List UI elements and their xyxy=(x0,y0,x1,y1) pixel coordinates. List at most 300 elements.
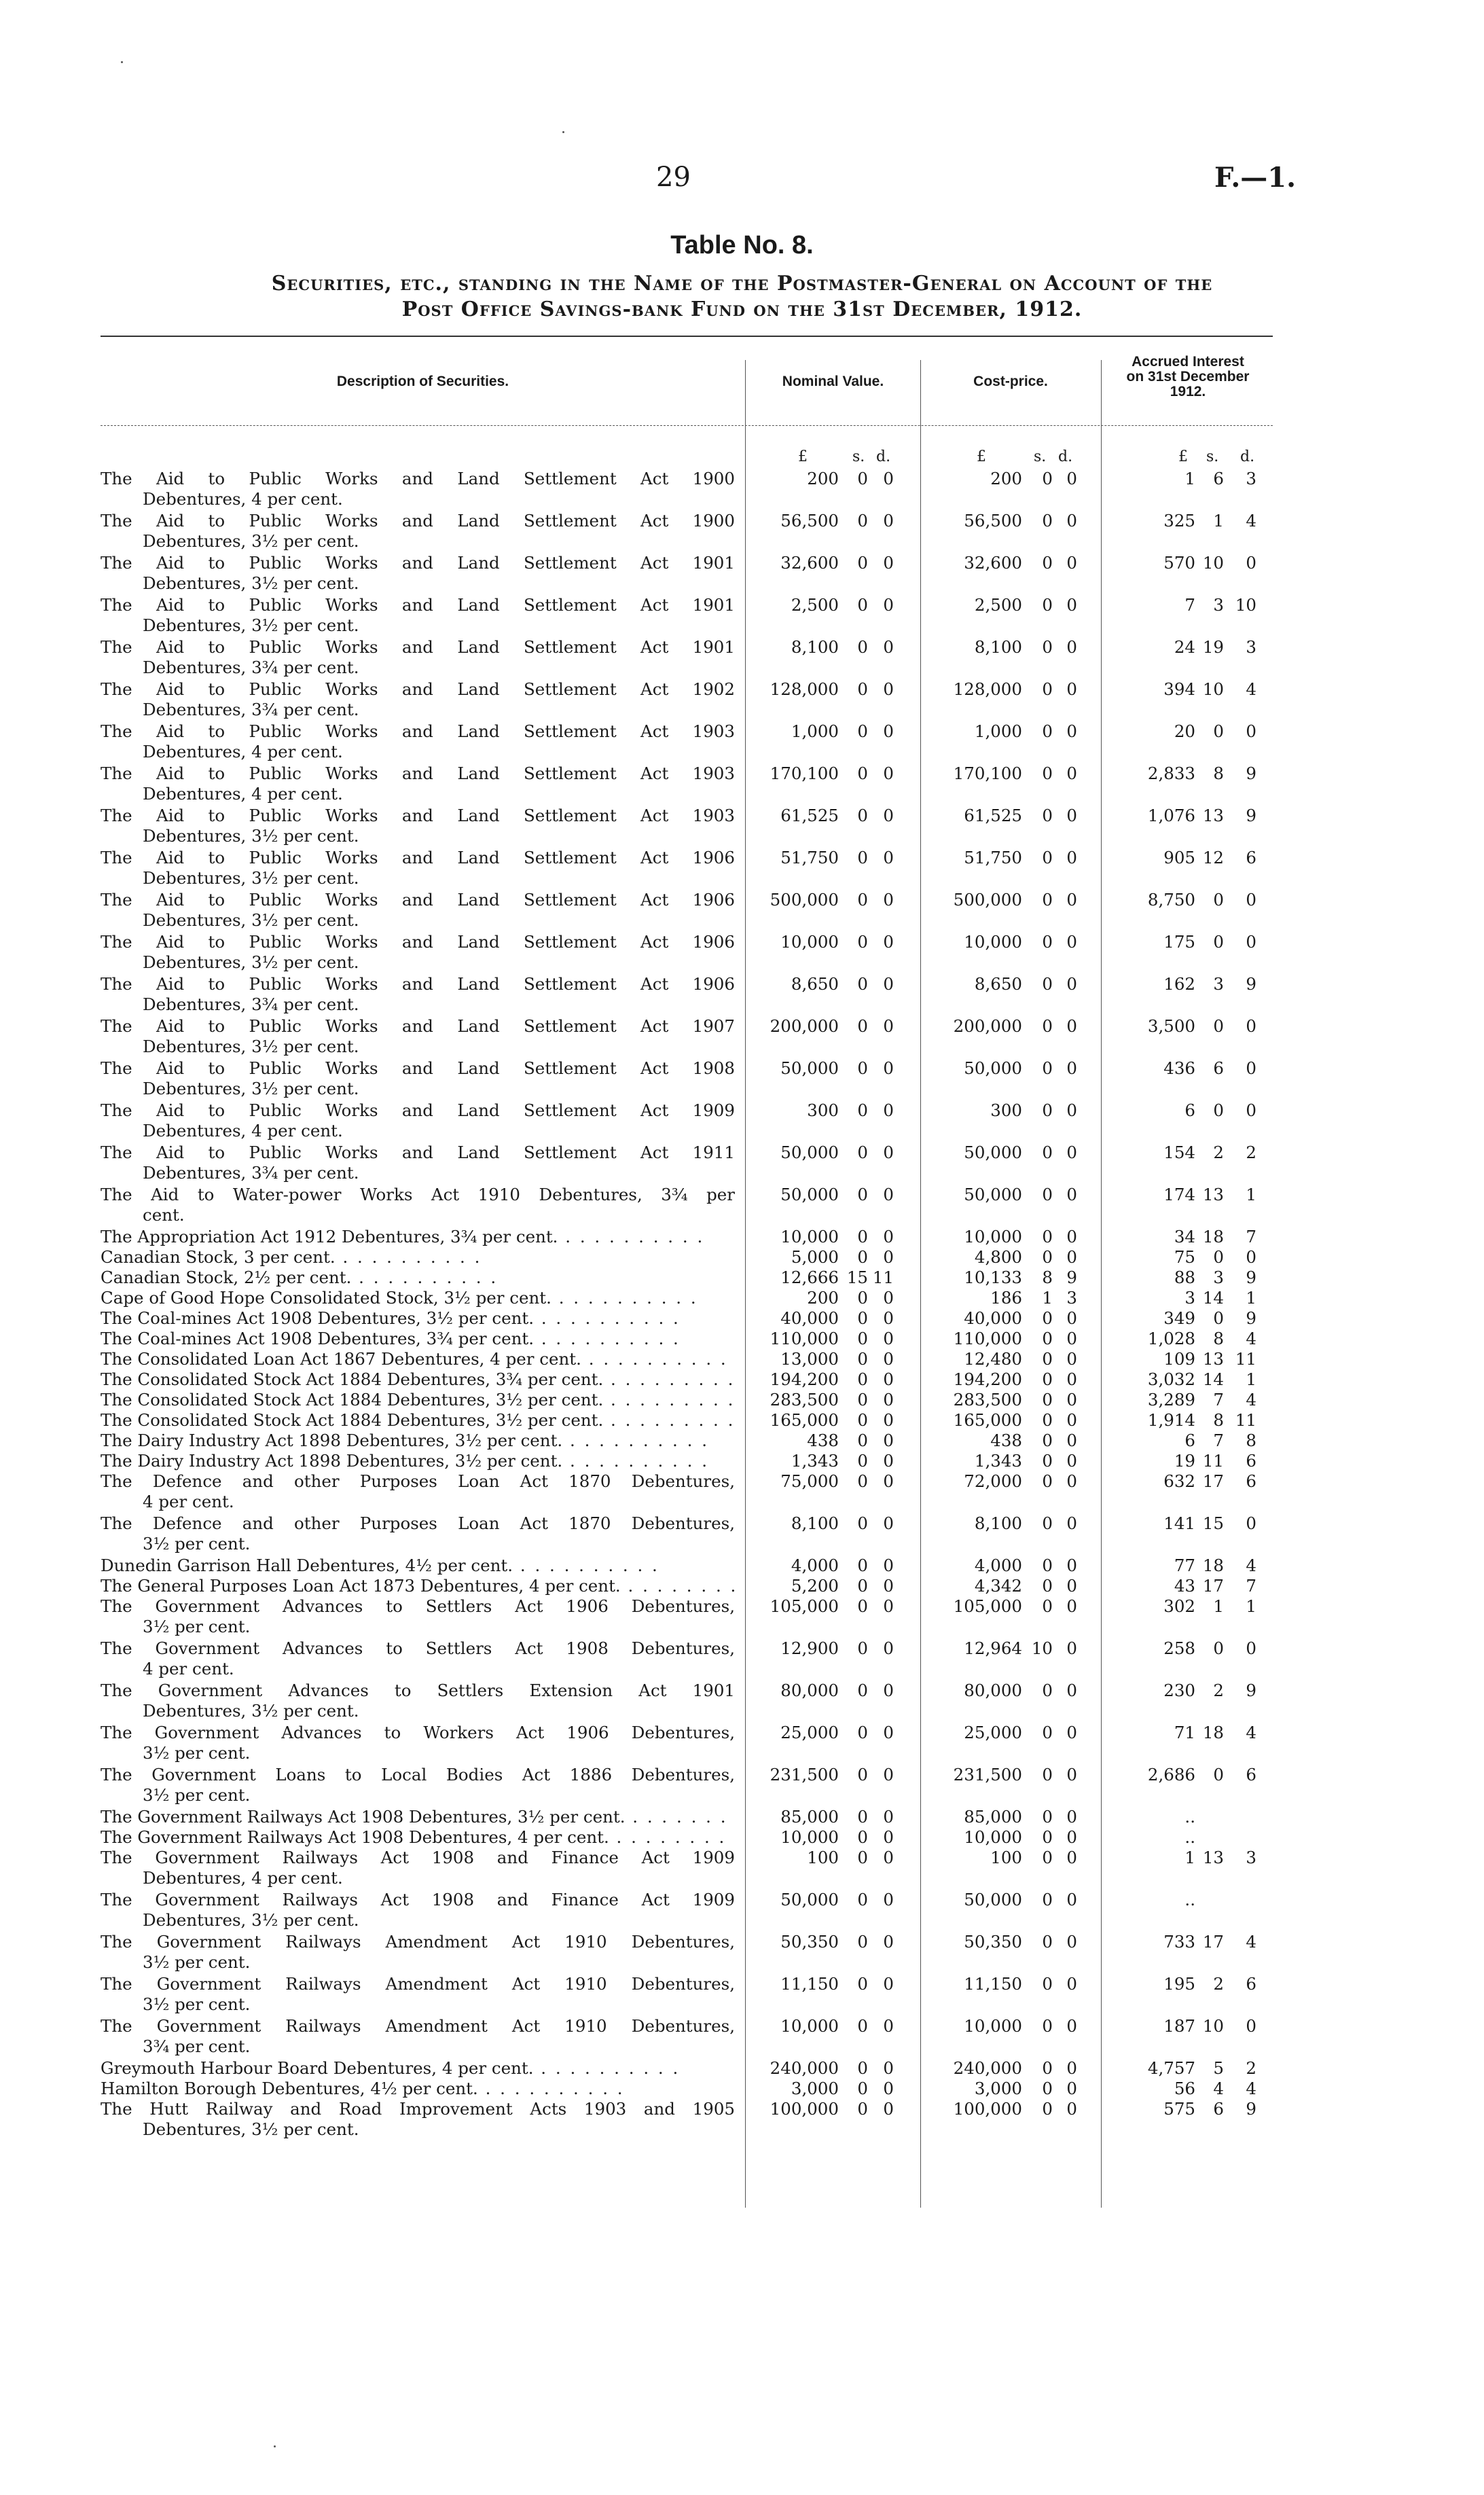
interest-pounds-cell: 230 xyxy=(1163,1681,1195,1700)
cost-pence-cell: 0 xyxy=(1066,1807,1077,1827)
cost-pence-cell: 3 xyxy=(1066,1288,1077,1308)
interest-pounds-cell: 71 xyxy=(1174,1723,1195,1742)
nominal-pounds-cell: 170,100 xyxy=(770,764,839,783)
security-description xyxy=(101,1513,735,1554)
interest-pence-cell: 6 xyxy=(1246,848,1256,867)
cost-pounds-cell: 240,000 xyxy=(953,2058,1022,2078)
interest-pounds-cell: 175 xyxy=(1163,932,1195,952)
cost-pence-cell: 0 xyxy=(1066,553,1077,573)
nominal-shillings-cell: 0 xyxy=(857,932,868,952)
nominal-shillings-cell: 0 xyxy=(857,1638,868,1658)
cost-pence-cell: 0 xyxy=(1066,1451,1077,1471)
security-description xyxy=(101,2058,735,2079)
nominal-pence-cell: 0 xyxy=(883,2099,894,2119)
interest-pounds-cell: 1 xyxy=(1184,469,1195,488)
interest-shillings-cell: 0 xyxy=(1213,1016,1224,1036)
security-description-line-1: The Dairy Industry Act 1898 Debentures, 3½ per cent. . . xyxy=(101,1431,735,1451)
nominal-pence-cell: 0 xyxy=(883,1143,894,1162)
cost-pounds-cell: 10,000 xyxy=(964,932,1022,952)
cost-pounds-cell: 438 xyxy=(990,1431,1022,1450)
interest-shillings-cell: 14 xyxy=(1202,1369,1224,1389)
security-description-line-1: The Aid to Public Works and Land Settlement Act 1906 xyxy=(101,848,735,867)
security-description-line-2: Debentures, 3½ per cent. xyxy=(143,615,359,635)
security-description-line-1: Hamilton Borough Debentures, 4½ per cent. . . xyxy=(101,2079,735,2099)
nominal-pence-cell: 0 xyxy=(883,2058,894,2078)
cost-pounds-cell: 50,000 xyxy=(964,1058,1022,1078)
security-description-line-1: The Aid to Public Works and Land Settlement Act 1903 xyxy=(101,764,735,783)
interest-pence-cell: 8 xyxy=(1246,1431,1256,1450)
nominal-pounds-cell: 200 xyxy=(807,1288,839,1308)
cost-shillings-cell: 0 xyxy=(1042,595,1053,615)
unit-interest-pound: £ xyxy=(1178,448,1188,465)
security-description xyxy=(101,1185,735,1225)
security-description-line-2: 3½ per cent. xyxy=(143,1952,251,1972)
cost-pounds-cell: 10,133 xyxy=(964,1268,1022,1287)
interest-shillings-cell: 7 xyxy=(1213,1431,1224,1450)
interest-shillings-cell: 13 xyxy=(1202,1185,1224,1204)
interest-shillings-cell: 17 xyxy=(1202,1471,1224,1491)
security-description xyxy=(101,890,735,931)
nominal-shillings-cell: 0 xyxy=(857,1329,868,1348)
cost-pounds-cell: 1,343 xyxy=(974,1451,1022,1471)
nominal-pence-cell: 0 xyxy=(883,1513,894,1533)
nominal-pounds-cell: 8,100 xyxy=(791,637,839,657)
nominal-shillings-cell: 0 xyxy=(857,1288,868,1308)
security-description-line-1: Canadian Stock, 3 per cent. . . xyxy=(101,1247,735,1268)
cost-shillings-cell: 0 xyxy=(1042,1247,1053,1267)
nominal-pounds-cell: 438 xyxy=(807,1431,839,1450)
nominal-pounds-cell: 231,500 xyxy=(770,1765,839,1784)
securities-table-body xyxy=(0,469,1484,2221)
cost-pounds-cell: 3,000 xyxy=(974,2079,1022,2098)
security-description-line-1: The Dairy Industry Act 1898 Debentures, 3½ per cent. . . xyxy=(101,1451,735,1471)
interest-pence-cell: 1 xyxy=(1246,1185,1256,1204)
cost-pounds-cell: 283,500 xyxy=(953,1390,1022,1410)
interest-pounds-cell: 20 xyxy=(1174,721,1195,741)
nominal-pence-cell: 0 xyxy=(883,806,894,825)
interest-pounds-cell: 3 xyxy=(1184,1288,1195,1308)
security-description-line-1: The Government Railways Act 1908 and Finance Act 1909 xyxy=(101,1848,735,1867)
cost-pounds-cell: 25,000 xyxy=(964,1723,1022,1742)
interest-pence-cell: 1 xyxy=(1246,1369,1256,1389)
nominal-pounds-cell: 51,750 xyxy=(780,848,839,867)
security-description-line-2: 3½ per cent. xyxy=(143,1617,251,1636)
nominal-pence-cell: 0 xyxy=(883,1247,894,1267)
interest-pounds-cell: 258 xyxy=(1163,1638,1195,1658)
security-description-line-1: The Aid to Public Works and Land Settlement Act 1902 xyxy=(101,679,735,699)
cost-shillings-cell: 0 xyxy=(1042,1765,1053,1784)
nominal-shillings-cell: 0 xyxy=(857,806,868,825)
cost-pence-cell: 0 xyxy=(1066,1848,1077,1867)
nominal-shillings-cell: 0 xyxy=(857,1410,868,1430)
cost-pounds-cell: 105,000 xyxy=(953,1596,1022,1616)
security-description-line-2: Debentures, 4 per cent. xyxy=(143,784,343,804)
nominal-pounds-cell: 12,900 xyxy=(780,1638,839,1658)
security-description xyxy=(101,1827,735,1848)
security-description-line-2: Debentures, 4 per cent. xyxy=(143,742,343,761)
interest-shillings-cell: 0 xyxy=(1213,890,1224,910)
interest-pence-cell: 4 xyxy=(1246,1390,1256,1410)
cost-shillings-cell: 0 xyxy=(1042,1576,1053,1596)
cost-pence-cell: 0 xyxy=(1066,1349,1077,1369)
security-description-line-1: The General Purposes Loan Act 1873 Debentures, 4 per cent. . . xyxy=(101,1576,735,1596)
nominal-shillings-cell: 0 xyxy=(857,1681,868,1700)
nominal-pounds-cell: 80,000 xyxy=(780,1681,839,1700)
security-description xyxy=(101,595,735,636)
security-description-line-1: The Aid to Water-power Works Act 1910 Debentures, 3¾ per xyxy=(101,1185,735,1204)
header-bottom-rule xyxy=(101,425,1273,426)
interest-pounds-cell: 187 xyxy=(1163,2016,1195,2036)
security-description-line-1: The Aid to Public Works and Land Settlement Act 1901 xyxy=(101,553,735,573)
cost-pounds-cell: 10,000 xyxy=(964,1827,1022,1847)
cost-pounds-cell: 4,800 xyxy=(974,1247,1022,1267)
security-description xyxy=(101,1556,735,1576)
nominal-pounds-cell: 50,000 xyxy=(780,1185,839,1204)
security-description xyxy=(101,1227,735,1247)
cost-pence-cell: 0 xyxy=(1066,1471,1077,1491)
cost-shillings-cell: 0 xyxy=(1042,1308,1053,1328)
security-description-line-1: The Aid to Public Works and Land Settlement Act 1901 xyxy=(101,637,735,657)
nominal-shillings-cell: 0 xyxy=(857,1227,868,1246)
security-description-line-1: The Coal-mines Act 1908 Debentures, 3½ per cent. . . xyxy=(101,1308,735,1329)
security-description-line-1: The Aid to Public Works and Land Settlement Act 1903 xyxy=(101,721,735,741)
cost-shillings-cell: 0 xyxy=(1042,2099,1053,2119)
cost-pence-cell: 0 xyxy=(1066,806,1077,825)
nominal-shillings-cell: 0 xyxy=(857,1349,868,1369)
interest-pence-cell: 0 xyxy=(1246,553,1256,573)
nominal-pence-cell: 0 xyxy=(883,1100,894,1120)
interest-pence-cell: 9 xyxy=(1246,2099,1256,2119)
nominal-pounds-cell: 8,100 xyxy=(791,1513,839,1533)
security-description-line-2: Debentures, 3½ per cent. xyxy=(143,910,359,930)
cost-pence-cell: 0 xyxy=(1066,1185,1077,1204)
interest-header-line-2: on 31st December xyxy=(1126,369,1250,384)
cost-pence-cell: 0 xyxy=(1066,2079,1077,2098)
nominal-shillings-cell: 0 xyxy=(857,1451,868,1471)
security-description-line-1: The Aid to Public Works and Land Settlement Act 1906 xyxy=(101,974,735,994)
security-description-line-2: Debentures, 4 per cent. xyxy=(143,1121,343,1141)
security-description xyxy=(101,1268,735,1288)
cost-pence-cell: 0 xyxy=(1066,2016,1077,2036)
security-description xyxy=(101,1681,735,1721)
interest-shillings-cell: 18 xyxy=(1202,1227,1224,1246)
nominal-shillings-cell: 0 xyxy=(857,1827,868,1847)
security-description-line-2: Debentures, 3½ per cent. xyxy=(143,1701,359,1721)
unit-nominal-pence: d. xyxy=(876,448,891,465)
security-description-line-1: The Government Railways Act 1908 Debentures, 4 per cent. . . xyxy=(101,1827,735,1848)
interest-pounds-cell: 19 xyxy=(1174,1451,1195,1471)
security-description xyxy=(101,679,735,720)
cost-pence-cell: 0 xyxy=(1066,932,1077,952)
nominal-pounds-cell: 200 xyxy=(807,469,839,488)
cost-pounds-cell: 100 xyxy=(990,1848,1022,1867)
nominal-shillings-cell: 0 xyxy=(857,1471,868,1491)
security-description-line-2: Debentures, 3¾ per cent. xyxy=(143,658,359,677)
security-description-line-2: Debentures, 3½ per cent. xyxy=(143,868,359,888)
security-description xyxy=(101,974,735,1015)
interest-pence-cell: 0 xyxy=(1246,932,1256,952)
nominal-shillings-cell: 0 xyxy=(857,1369,868,1389)
nominal-pounds-cell: 1,343 xyxy=(791,1451,839,1471)
interest-pounds-cell: 1,028 xyxy=(1147,1329,1195,1348)
nominal-shillings-cell: 0 xyxy=(857,721,868,741)
nominal-pounds-cell: 56,500 xyxy=(780,511,839,531)
interest-pence-cell: 9 xyxy=(1246,1681,1256,1700)
interest-shillings-cell: 0 xyxy=(1213,1100,1224,1120)
security-description xyxy=(101,1576,735,1596)
interest-pounds-cell: 162 xyxy=(1163,974,1195,994)
security-description xyxy=(101,1308,735,1329)
nominal-pounds-cell: 12,666 xyxy=(780,1268,839,1287)
security-description-line-1: The Government Railways Act 1908 and Finance Act 1909 xyxy=(101,1890,735,1909)
cost-pounds-cell: 4,000 xyxy=(974,1556,1022,1575)
cost-pounds-cell: 8,100 xyxy=(974,1513,1022,1533)
cost-shillings-cell: 0 xyxy=(1042,1410,1053,1430)
nominal-pence-cell: 0 xyxy=(883,1576,894,1596)
nominal-shillings-cell: 0 xyxy=(857,2079,868,2098)
nominal-pounds-cell: 10,000 xyxy=(780,932,839,952)
security-description xyxy=(101,1638,735,1679)
nominal-shillings-cell: 0 xyxy=(857,1596,868,1616)
cost-shillings-cell: 0 xyxy=(1042,1556,1053,1575)
interest-pence-cell: 4 xyxy=(1246,1556,1256,1575)
interest-shillings-cell: 11 xyxy=(1202,1451,1224,1471)
interest-pounds-cell: 195 xyxy=(1163,1974,1195,1994)
column-header-cost-price: Cost-price. xyxy=(973,374,1048,389)
cost-shillings-cell: 0 xyxy=(1042,1723,1053,1742)
security-description-line-2: Debentures, 3½ per cent. xyxy=(143,1910,359,1930)
cost-pence-cell: 0 xyxy=(1066,1247,1077,1267)
security-description-line-2: 4 per cent. xyxy=(143,1492,234,1511)
interest-pence-cell: 4 xyxy=(1246,511,1256,531)
cost-shillings-cell: 0 xyxy=(1042,1932,1053,1952)
security-description-line-2: 4 per cent. xyxy=(143,1659,234,1679)
interest-shillings-cell: 13 xyxy=(1202,1349,1224,1369)
cost-pence-cell: 0 xyxy=(1066,848,1077,867)
nominal-pence-cell: 0 xyxy=(883,1451,894,1471)
interest-pence-cell: 0 xyxy=(1246,890,1256,910)
interest-shillings-cell: 0 xyxy=(1213,1308,1224,1328)
cost-pence-cell: 9 xyxy=(1066,1268,1077,1287)
cost-shillings-cell: 0 xyxy=(1042,1143,1053,1162)
interest-pence-cell: 0 xyxy=(1246,1058,1256,1078)
cost-pounds-cell: 100,000 xyxy=(953,2099,1022,2119)
security-description xyxy=(101,2079,735,2099)
interest-pounds-cell: .. xyxy=(1184,1807,1195,1827)
cost-pence-cell: 0 xyxy=(1066,1143,1077,1162)
cost-pounds-cell: 50,000 xyxy=(964,1143,1022,1162)
cost-pounds-cell: 231,500 xyxy=(953,1765,1022,1784)
cost-pounds-cell: 85,000 xyxy=(964,1807,1022,1827)
security-description xyxy=(101,1596,735,1637)
nominal-pence-cell: 0 xyxy=(883,890,894,910)
security-description-line-1: The Defence and other Purposes Loan Act 1870 Debentures, xyxy=(101,1471,735,1491)
cost-pence-cell: 0 xyxy=(1066,1681,1077,1700)
security-description xyxy=(101,511,735,552)
cost-pence-cell: 0 xyxy=(1066,1932,1077,1952)
security-description-line-1: The Government Railways Amendment Act 1910 Debentures, xyxy=(101,1974,735,1994)
cost-shillings-cell: 0 xyxy=(1042,974,1053,994)
nominal-pence-cell: 0 xyxy=(883,1431,894,1450)
interest-pounds-cell: 56 xyxy=(1174,2079,1195,2098)
security-description-line-2: 3½ per cent. xyxy=(143,1743,251,1763)
interest-shillings-cell: 15 xyxy=(1202,1513,1224,1533)
interest-shillings-cell: 0 xyxy=(1213,1247,1224,1267)
cost-shillings-cell: 0 xyxy=(1042,764,1053,783)
interest-pounds-cell: 632 xyxy=(1163,1471,1195,1491)
security-description-line-1: The Aid to Public Works and Land Settlement Act 1900 xyxy=(101,469,735,488)
security-description-line-2: Debentures, 3½ per cent. xyxy=(143,2119,359,2139)
interest-shillings-cell: 6 xyxy=(1213,469,1224,488)
security-description-line-1: Canadian Stock, 2½ per cent. . . xyxy=(101,1268,735,1288)
security-description-line-1: The Appropriation Act 1912 Debentures, 3¾ per cent. . . xyxy=(101,1227,735,1247)
nominal-pence-cell: 0 xyxy=(883,974,894,994)
cost-pounds-cell: 61,525 xyxy=(964,806,1022,825)
interest-pounds-cell: 109 xyxy=(1163,1349,1195,1369)
cost-pence-cell: 0 xyxy=(1066,1431,1077,1450)
interest-shillings-cell: 5 xyxy=(1213,2058,1224,2078)
security-description xyxy=(101,1451,735,1471)
interest-shillings-cell: 8 xyxy=(1213,764,1224,783)
nominal-pounds-cell: 283,500 xyxy=(770,1390,839,1410)
nominal-shillings-cell: 0 xyxy=(857,637,868,657)
interest-header-line-3: 1912. xyxy=(1170,384,1206,399)
security-description xyxy=(101,1329,735,1349)
nominal-pounds-cell: 4,000 xyxy=(791,1556,839,1575)
interest-pounds-cell: 394 xyxy=(1163,679,1195,699)
nominal-pounds-cell: 50,000 xyxy=(780,1890,839,1909)
security-description-line-1: The Coal-mines Act 1908 Debentures, 3¾ per cent. . . xyxy=(101,1329,735,1349)
interest-pounds-cell: 141 xyxy=(1163,1513,1195,1533)
cost-pounds-cell: 56,500 xyxy=(964,511,1022,531)
nominal-pounds-cell: 10,000 xyxy=(780,2016,839,2036)
nominal-pence-cell: 0 xyxy=(883,469,894,488)
nominal-shillings-cell: 0 xyxy=(857,1143,868,1162)
nominal-shillings-cell: 0 xyxy=(857,1723,868,1742)
cost-pounds-cell: 1,000 xyxy=(974,721,1022,741)
nominal-pence-cell: 0 xyxy=(883,1308,894,1328)
interest-pence-cell: 6 xyxy=(1246,1471,1256,1491)
interest-pence-cell: 4 xyxy=(1246,1329,1256,1348)
security-description-line-1: The Consolidated Loan Act 1867 Debentures, 4 per cent. . . xyxy=(101,1349,735,1369)
nominal-shillings-cell: 0 xyxy=(857,1848,868,1867)
security-description xyxy=(101,1369,735,1390)
nominal-pounds-cell: 11,150 xyxy=(780,1974,839,1994)
security-description-line-1: The Government Advances to Settlers Act 1908 Debentures, xyxy=(101,1638,735,1658)
interest-shillings-cell: 2 xyxy=(1213,1143,1224,1162)
nominal-pounds-cell: 50,000 xyxy=(780,1143,839,1162)
cost-pounds-cell: 50,000 xyxy=(964,1185,1022,1204)
nominal-shillings-cell: 0 xyxy=(857,1016,868,1036)
nominal-pence-cell: 0 xyxy=(883,721,894,741)
interest-pounds-cell: 2,833 xyxy=(1147,764,1195,783)
cost-shillings-cell: 0 xyxy=(1042,2079,1053,2098)
unit-interest-shilling: s. xyxy=(1206,448,1219,465)
cost-shillings-cell: 0 xyxy=(1042,1329,1053,1348)
interest-pence-cell: 0 xyxy=(1246,2016,1256,2036)
cost-pence-cell: 0 xyxy=(1066,469,1077,488)
nominal-shillings-cell: 0 xyxy=(857,553,868,573)
interest-pounds-cell: 3,500 xyxy=(1147,1016,1195,1036)
nominal-pence-cell: 0 xyxy=(883,848,894,867)
table-title: Table No. 8. xyxy=(670,231,814,259)
interest-pence-cell: 9 xyxy=(1246,806,1256,825)
nominal-shillings-cell: 0 xyxy=(857,2058,868,2078)
security-description xyxy=(101,637,735,678)
security-description-line-2: Debentures, 3¾ per cent. xyxy=(143,994,359,1014)
nominal-pence-cell: 0 xyxy=(883,1890,894,1909)
security-description-line-1: The Aid to Public Works and Land Settlement Act 1908 xyxy=(101,1058,735,1078)
cost-shillings-cell: 0 xyxy=(1042,848,1053,867)
interest-pence-cell: 11 xyxy=(1235,1349,1256,1369)
nominal-pence-cell: 0 xyxy=(883,1058,894,1078)
interest-pounds-cell: 1,076 xyxy=(1147,806,1195,825)
cost-pounds-cell: 200 xyxy=(990,469,1022,488)
nominal-pence-cell: 0 xyxy=(883,1596,894,1616)
cost-pence-cell: 0 xyxy=(1066,1596,1077,1616)
cost-shillings-cell: 0 xyxy=(1042,1451,1053,1471)
security-description-line-2: Debentures, 3½ per cent. xyxy=(143,1079,359,1098)
nominal-shillings-cell: 0 xyxy=(857,974,868,994)
interest-shillings-cell: 6 xyxy=(1213,2099,1224,2119)
cost-pounds-cell: 10,000 xyxy=(964,2016,1022,2036)
interest-pence-cell: 6 xyxy=(1246,1974,1256,1994)
cost-shillings-cell: 10 xyxy=(1031,1638,1053,1658)
cost-pounds-cell: 200,000 xyxy=(953,1016,1022,1036)
cost-pence-cell: 0 xyxy=(1066,511,1077,531)
nominal-pounds-cell: 3,000 xyxy=(791,2079,839,2098)
nominal-shillings-cell: 0 xyxy=(857,1247,868,1267)
cost-pounds-cell: 12,964 xyxy=(964,1638,1022,1658)
security-description-line-1: The Consolidated Stock Act 1884 Debentures, 3¾ per cent. . . xyxy=(101,1369,735,1390)
nominal-shillings-cell: 0 xyxy=(857,1431,868,1450)
cost-shillings-cell: 0 xyxy=(1042,1100,1053,1120)
security-description-line-2: Debentures, 3¾ per cent. xyxy=(143,700,359,719)
interest-pence-cell: 10 xyxy=(1235,595,1256,615)
security-description-line-1: The Government Advances to Workers Act 1906 Debentures, xyxy=(101,1723,735,1742)
cost-shillings-cell: 0 xyxy=(1042,1390,1053,1410)
security-description-line-2: Debentures, 3½ per cent. xyxy=(143,531,359,551)
nominal-shillings-cell: 0 xyxy=(857,1932,868,1952)
cost-shillings-cell: 0 xyxy=(1042,1807,1053,1827)
nominal-pence-cell: 0 xyxy=(883,511,894,531)
interest-pounds-cell: 88 xyxy=(1174,1268,1195,1287)
cost-pence-cell: 0 xyxy=(1066,637,1077,657)
nominal-pence-cell: 0 xyxy=(883,1471,894,1491)
security-description xyxy=(101,1848,735,1888)
nominal-pence-cell: 0 xyxy=(883,764,894,783)
column-header-description: Description of Securities. xyxy=(336,374,509,389)
security-description xyxy=(101,806,735,846)
cost-pence-cell: 0 xyxy=(1066,1890,1077,1909)
cost-pounds-cell: 8,100 xyxy=(974,637,1022,657)
interest-pence-cell: 0 xyxy=(1246,1638,1256,1658)
table-subtitle-line-2: Post Office Savings-bank Fund on the 31st December, 1912. xyxy=(401,298,1083,321)
interest-pounds-cell: 2,686 xyxy=(1147,1765,1195,1784)
unit-cost-shilling: s. xyxy=(1034,448,1047,465)
security-description xyxy=(101,932,735,973)
interest-pence-cell: 0 xyxy=(1246,1016,1256,1036)
interest-shillings-cell: 14 xyxy=(1202,1288,1224,1308)
nominal-shillings-cell: 0 xyxy=(857,1390,868,1410)
cost-pence-cell: 0 xyxy=(1066,1016,1077,1036)
cost-pounds-cell: 10,000 xyxy=(964,1227,1022,1246)
cost-shillings-cell: 0 xyxy=(1042,890,1053,910)
nominal-pence-cell: 0 xyxy=(883,1848,894,1867)
nominal-pence-cell: 0 xyxy=(883,2079,894,2098)
interest-pence-cell: 4 xyxy=(1246,1932,1256,1952)
cost-pence-cell: 0 xyxy=(1066,1974,1077,1994)
